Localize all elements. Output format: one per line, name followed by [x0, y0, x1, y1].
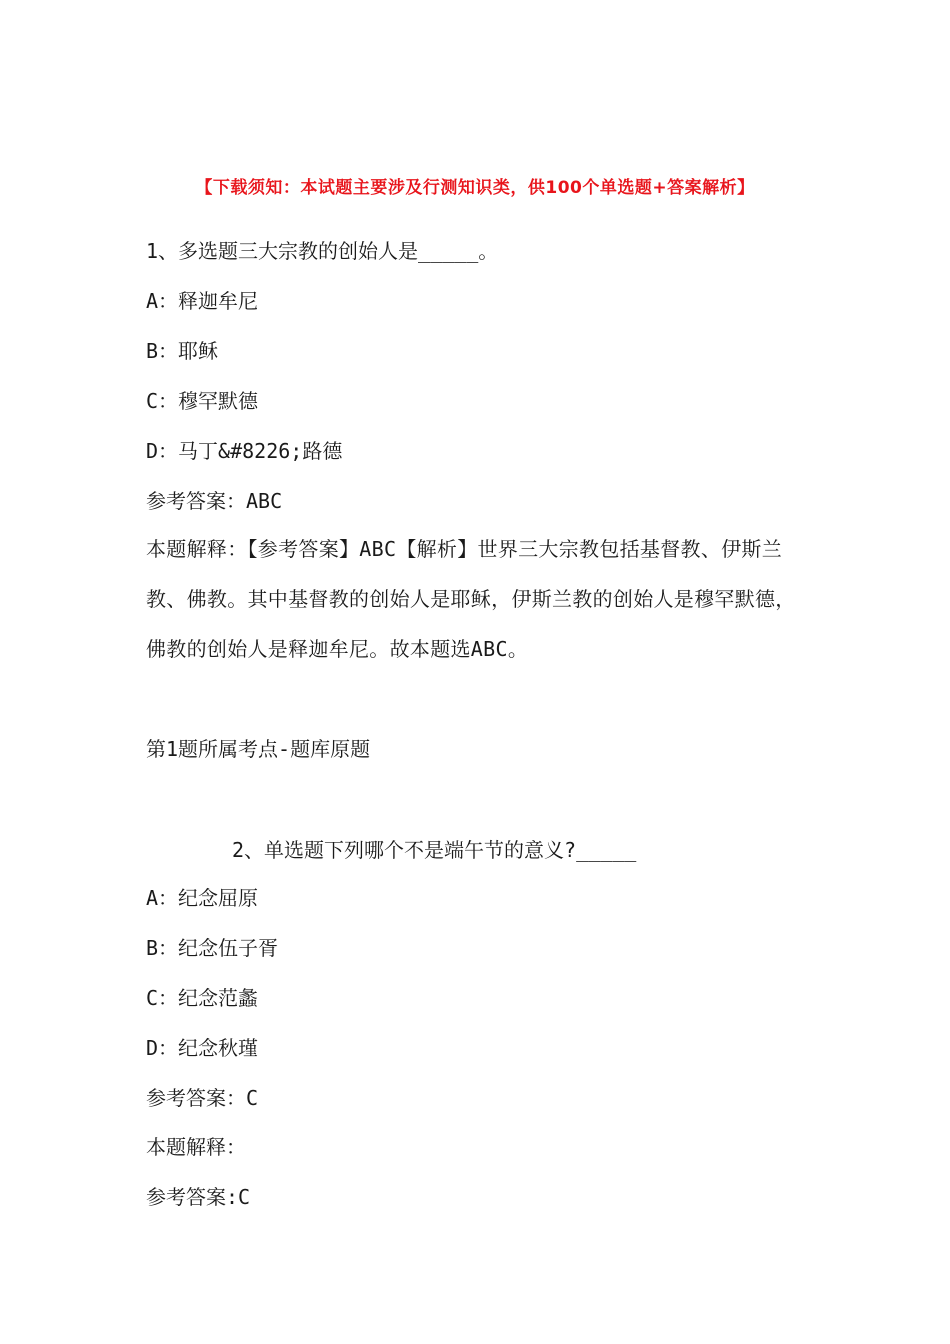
question-2-answer-repeat: 参考答案:C — [146, 1185, 251, 1209]
question-1-topic: 第1题所属考点-题库原题 — [146, 737, 371, 761]
question-2-option-d: D：纪念秋瑾 — [146, 1036, 259, 1060]
question-1-option-d: D：马丁&#8226;路德 — [146, 439, 343, 463]
question-2-answer: 参考答案：C — [146, 1086, 259, 1110]
download-notice: 【下载须知：本试题主要涉及行测知识类，供100个单选题+答案解析】 — [195, 178, 755, 198]
question-1-answer: 参考答案：ABC — [146, 489, 283, 513]
question-2-option-c: C：纪念范蠡 — [146, 986, 259, 1010]
question-2-option-b: B：纪念伍子胥 — [146, 936, 279, 960]
question-1-option-b: B：耶稣 — [146, 339, 219, 363]
question-1-text: 1、多选题三大宗教的创始人是_____。 — [146, 239, 499, 263]
question-2-option-a: A：纪念屈原 — [146, 886, 259, 910]
question-2-text: 2、单选题下列哪个不是端午节的意义?_____ — [232, 838, 637, 862]
question-1-option-a: A：释迦牟尼 — [146, 289, 259, 313]
question-1-option-c: C：穆罕默德 — [146, 389, 259, 413]
question-1-explanation: 本题解释：【参考答案】ABC【解析】世界三大宗教包括基督教、伊斯兰教、佛教。其中基督教的创始人是耶稣，伊斯兰教的创始人是穆罕默德，佛教的创始人是释迦牟尼。故本题选ABC。 — [146, 537, 796, 661]
question-2-explanation-label: 本题解释： — [146, 1135, 246, 1159]
